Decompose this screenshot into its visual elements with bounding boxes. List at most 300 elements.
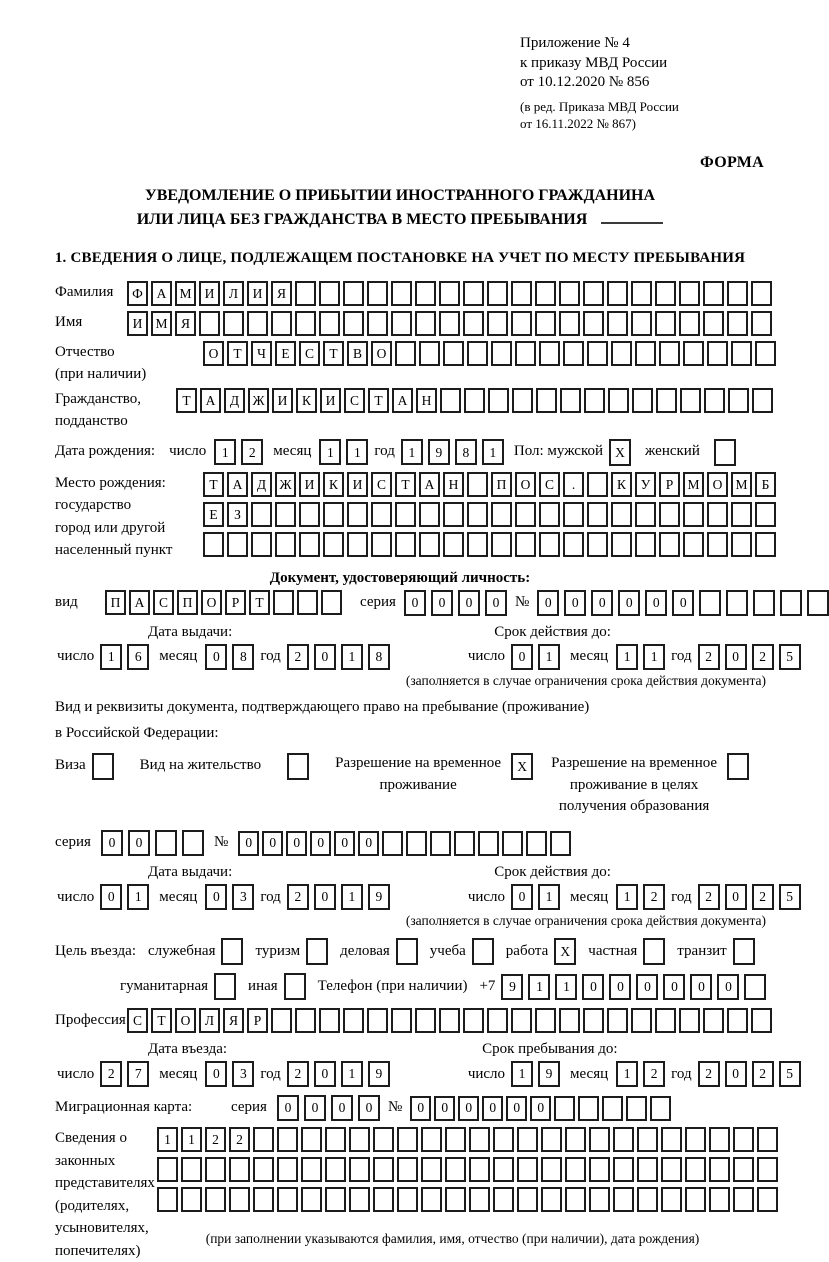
- char-cell[interactable]: 0: [564, 590, 586, 616]
- representatives-line1-cells[interactable]: [157, 1127, 778, 1152]
- char-cell[interactable]: О: [201, 590, 222, 615]
- char-cell[interactable]: [733, 1157, 754, 1182]
- char-cell[interactable]: [469, 1187, 490, 1212]
- char-cell[interactable]: [511, 1008, 532, 1033]
- char-cell[interactable]: 3: [232, 1061, 254, 1087]
- entry-month-cells[interactable]: [205, 1061, 254, 1087]
- char-cell[interactable]: И: [247, 281, 268, 306]
- char-cell[interactable]: 0: [404, 590, 426, 616]
- char-cell[interactable]: 5: [779, 644, 801, 670]
- char-cell[interactable]: [491, 532, 512, 557]
- char-cell[interactable]: [683, 532, 704, 557]
- char-cell[interactable]: [275, 502, 296, 527]
- char-cell[interactable]: [227, 532, 248, 557]
- char-cell[interactable]: [541, 1187, 562, 1212]
- char-cell[interactable]: [661, 1187, 682, 1212]
- char-cell[interactable]: [463, 311, 484, 336]
- char-cell[interactable]: [349, 1157, 370, 1182]
- char-cell[interactable]: [419, 502, 440, 527]
- char-cell[interactable]: 0: [205, 1061, 227, 1087]
- char-cell[interactable]: [325, 1157, 346, 1182]
- char-cell[interactable]: [744, 974, 766, 1000]
- char-cell[interactable]: [323, 532, 344, 557]
- char-cell[interactable]: [319, 281, 340, 306]
- char-cell[interactable]: 2: [698, 644, 720, 670]
- char-cell[interactable]: [535, 281, 556, 306]
- char-cell[interactable]: [587, 532, 608, 557]
- char-cell[interactable]: О: [203, 341, 224, 366]
- char-cell[interactable]: Ч: [251, 341, 272, 366]
- char-cell[interactable]: [679, 1008, 700, 1033]
- char-cell[interactable]: [780, 590, 802, 616]
- char-cell[interactable]: [517, 1127, 538, 1152]
- char-cell[interactable]: 0: [582, 974, 604, 1000]
- char-cell[interactable]: 2: [287, 644, 309, 670]
- char-cell[interactable]: [685, 1187, 706, 1212]
- char-cell[interactable]: [443, 502, 464, 527]
- char-cell[interactable]: [707, 502, 728, 527]
- char-cell[interactable]: 0: [358, 1095, 380, 1121]
- char-cell[interactable]: 0: [458, 590, 480, 616]
- char-cell[interactable]: 0: [101, 830, 123, 856]
- given-name-cells[interactable]: [127, 311, 772, 336]
- char-cell[interactable]: [731, 532, 752, 557]
- char-cell[interactable]: [515, 341, 536, 366]
- char-cell[interactable]: [512, 388, 533, 413]
- char-cell[interactable]: [727, 311, 748, 336]
- char-cell[interactable]: [583, 1008, 604, 1033]
- char-cell[interactable]: 5: [779, 884, 801, 910]
- char-cell[interactable]: [229, 1187, 250, 1212]
- char-cell[interactable]: 0: [663, 974, 685, 1000]
- permit-issue-month-cells[interactable]: [205, 884, 254, 910]
- char-cell[interactable]: [319, 311, 340, 336]
- char-cell[interactable]: А: [151, 281, 172, 306]
- char-cell[interactable]: 0: [458, 1096, 479, 1121]
- char-cell[interactable]: [703, 1008, 724, 1033]
- char-cell[interactable]: З: [227, 502, 248, 527]
- char-cell[interactable]: [752, 388, 773, 413]
- char-cell[interactable]: [608, 388, 629, 413]
- char-cell[interactable]: [659, 341, 680, 366]
- char-cell[interactable]: 7: [127, 1061, 149, 1087]
- char-cell[interactable]: [284, 973, 306, 1000]
- char-cell[interactable]: [199, 311, 220, 336]
- char-cell[interactable]: [731, 341, 752, 366]
- char-cell[interactable]: Н: [416, 388, 437, 413]
- char-cell[interactable]: 1: [100, 644, 122, 670]
- char-cell[interactable]: Т: [249, 590, 270, 615]
- char-cell[interactable]: [349, 1127, 370, 1152]
- char-cell[interactable]: 1: [511, 1061, 533, 1087]
- char-cell[interactable]: Б: [755, 472, 776, 497]
- char-cell[interactable]: [699, 590, 721, 616]
- char-cell[interactable]: X: [554, 938, 576, 965]
- char-cell[interactable]: [683, 341, 704, 366]
- doc-kind-cells[interactable]: [105, 590, 342, 615]
- birth-place-line3-cells[interactable]: [203, 532, 776, 557]
- char-cell[interactable]: [367, 281, 388, 306]
- char-cell[interactable]: [584, 388, 605, 413]
- char-cell[interactable]: [635, 341, 656, 366]
- char-cell[interactable]: [295, 311, 316, 336]
- char-cell[interactable]: 0: [128, 830, 150, 856]
- char-cell[interactable]: [635, 532, 656, 557]
- sex-male-checkbox[interactable]: [609, 439, 631, 466]
- char-cell[interactable]: 1: [616, 884, 638, 910]
- char-cell[interactable]: [755, 502, 776, 527]
- char-cell[interactable]: [583, 281, 604, 306]
- purpose-official-checkbox[interactable]: [221, 938, 243, 965]
- purpose-business-checkbox[interactable]: [396, 938, 418, 965]
- char-cell[interactable]: [565, 1157, 586, 1182]
- char-cell[interactable]: [214, 973, 236, 1000]
- char-cell[interactable]: 1: [341, 884, 363, 910]
- char-cell[interactable]: 1: [616, 644, 638, 670]
- char-cell[interactable]: [421, 1127, 442, 1152]
- char-cell[interactable]: [306, 938, 328, 965]
- char-cell[interactable]: [92, 753, 114, 780]
- char-cell[interactable]: 0: [591, 590, 613, 616]
- char-cell[interactable]: О: [175, 1008, 196, 1033]
- char-cell[interactable]: [397, 1127, 418, 1152]
- char-cell[interactable]: [478, 831, 499, 856]
- char-cell[interactable]: И: [347, 472, 368, 497]
- char-cell[interactable]: [751, 311, 772, 336]
- char-cell[interactable]: К: [611, 472, 632, 497]
- char-cell[interactable]: 1: [341, 1061, 363, 1087]
- char-cell[interactable]: [757, 1187, 778, 1212]
- char-cell[interactable]: [445, 1157, 466, 1182]
- char-cell[interactable]: С: [344, 388, 365, 413]
- char-cell[interactable]: 0: [506, 1096, 527, 1121]
- char-cell[interactable]: 1: [616, 1061, 638, 1087]
- char-cell[interactable]: [181, 1187, 202, 1212]
- char-cell[interactable]: О: [707, 472, 728, 497]
- char-cell[interactable]: М: [683, 472, 704, 497]
- char-cell[interactable]: 0: [410, 1096, 431, 1121]
- char-cell[interactable]: [419, 341, 440, 366]
- char-cell[interactable]: 9: [501, 974, 523, 1000]
- char-cell[interactable]: [541, 1127, 562, 1152]
- char-cell[interactable]: 0: [725, 884, 747, 910]
- char-cell[interactable]: 0: [530, 1096, 551, 1121]
- char-cell[interactable]: [560, 388, 581, 413]
- doc-series-cells[interactable]: [404, 590, 507, 616]
- char-cell[interactable]: [679, 311, 700, 336]
- char-cell[interactable]: [709, 1127, 730, 1152]
- purpose-private-checkbox[interactable]: [643, 938, 665, 965]
- char-cell[interactable]: [611, 532, 632, 557]
- char-cell[interactable]: [203, 532, 224, 557]
- char-cell[interactable]: 2: [205, 1127, 226, 1152]
- char-cell[interactable]: 8: [455, 439, 477, 465]
- char-cell[interactable]: 1: [528, 974, 550, 1000]
- temp-residence-checkbox[interactable]: [511, 753, 533, 780]
- entry-year-cells[interactable]: [287, 1061, 390, 1087]
- purpose-study-checkbox[interactable]: [472, 938, 494, 965]
- char-cell[interactable]: [731, 502, 752, 527]
- char-cell[interactable]: 1: [346, 439, 368, 465]
- char-cell[interactable]: А: [392, 388, 413, 413]
- char-cell[interactable]: [157, 1187, 178, 1212]
- char-cell[interactable]: О: [371, 341, 392, 366]
- char-cell[interactable]: [440, 388, 461, 413]
- char-cell[interactable]: [631, 311, 652, 336]
- char-cell[interactable]: [536, 388, 557, 413]
- char-cell[interactable]: [565, 1187, 586, 1212]
- char-cell[interactable]: [487, 1008, 508, 1033]
- char-cell[interactable]: [661, 1157, 682, 1182]
- entry-day-cells[interactable]: [100, 1061, 149, 1087]
- char-cell[interactable]: [707, 341, 728, 366]
- char-cell[interactable]: [554, 1096, 575, 1121]
- char-cell[interactable]: 2: [752, 884, 774, 910]
- char-cell[interactable]: [632, 388, 653, 413]
- stay-until-year-cells[interactable]: [698, 1061, 801, 1087]
- char-cell[interactable]: [287, 753, 309, 780]
- char-cell[interactable]: [655, 281, 676, 306]
- char-cell[interactable]: [583, 311, 604, 336]
- char-cell[interactable]: [563, 532, 584, 557]
- char-cell[interactable]: [397, 1157, 418, 1182]
- char-cell[interactable]: 0: [645, 590, 667, 616]
- char-cell[interactable]: [511, 281, 532, 306]
- char-cell[interactable]: [367, 311, 388, 336]
- permit-valid-day-cells[interactable]: [511, 884, 560, 910]
- char-cell[interactable]: 0: [511, 644, 533, 670]
- patronymic-cells[interactable]: [203, 341, 776, 366]
- char-cell[interactable]: [297, 590, 318, 615]
- char-cell[interactable]: 1: [538, 644, 560, 670]
- char-cell[interactable]: 2: [100, 1061, 122, 1087]
- char-cell[interactable]: [491, 341, 512, 366]
- char-cell[interactable]: [277, 1127, 298, 1152]
- char-cell[interactable]: 0: [205, 884, 227, 910]
- char-cell[interactable]: Т: [176, 388, 197, 413]
- char-cell[interactable]: [539, 502, 560, 527]
- char-cell[interactable]: Т: [368, 388, 389, 413]
- char-cell[interactable]: [589, 1187, 610, 1212]
- char-cell[interactable]: 0: [511, 884, 533, 910]
- char-cell[interactable]: [704, 388, 725, 413]
- char-cell[interactable]: [299, 502, 320, 527]
- char-cell[interactable]: 6: [127, 644, 149, 670]
- char-cell[interactable]: [415, 311, 436, 336]
- char-cell[interactable]: 0: [537, 590, 559, 616]
- char-cell[interactable]: [487, 311, 508, 336]
- char-cell[interactable]: [535, 311, 556, 336]
- char-cell[interactable]: [277, 1157, 298, 1182]
- char-cell[interactable]: [703, 281, 724, 306]
- char-cell[interactable]: [301, 1157, 322, 1182]
- char-cell[interactable]: [703, 311, 724, 336]
- char-cell[interactable]: [587, 341, 608, 366]
- char-cell[interactable]: А: [227, 472, 248, 497]
- char-cell[interactable]: [655, 1008, 676, 1033]
- issue-month-cells[interactable]: [205, 644, 254, 670]
- char-cell[interactable]: [685, 1127, 706, 1152]
- char-cell[interactable]: 0: [100, 884, 122, 910]
- char-cell[interactable]: [443, 532, 464, 557]
- char-cell[interactable]: [709, 1187, 730, 1212]
- char-cell[interactable]: [493, 1127, 514, 1152]
- char-cell[interactable]: [643, 938, 665, 965]
- char-cell[interactable]: .: [563, 472, 584, 497]
- permit-valid-month-cells[interactable]: [616, 884, 665, 910]
- char-cell[interactable]: 2: [229, 1127, 250, 1152]
- char-cell[interactable]: [472, 938, 494, 965]
- char-cell[interactable]: 0: [238, 831, 259, 856]
- char-cell[interactable]: [733, 938, 755, 965]
- char-cell[interactable]: [299, 532, 320, 557]
- char-cell[interactable]: [753, 590, 775, 616]
- char-cell[interactable]: [656, 388, 677, 413]
- char-cell[interactable]: [680, 388, 701, 413]
- char-cell[interactable]: [443, 341, 464, 366]
- char-cell[interactable]: [467, 341, 488, 366]
- purpose-transit-checkbox[interactable]: [733, 938, 755, 965]
- char-cell[interactable]: [733, 1127, 754, 1152]
- char-cell[interactable]: 5: [779, 1061, 801, 1087]
- char-cell[interactable]: [637, 1157, 658, 1182]
- char-cell[interactable]: Т: [203, 472, 224, 497]
- char-cell[interactable]: [373, 1187, 394, 1212]
- surname-cells[interactable]: [127, 281, 772, 306]
- char-cell[interactable]: [325, 1187, 346, 1212]
- char-cell[interactable]: 1: [341, 644, 363, 670]
- char-cell[interactable]: [325, 1127, 346, 1152]
- char-cell[interactable]: 0: [618, 590, 640, 616]
- char-cell[interactable]: 1: [538, 884, 560, 910]
- permit-number-cells[interactable]: [238, 831, 571, 856]
- char-cell[interactable]: [487, 281, 508, 306]
- char-cell[interactable]: 0: [725, 644, 747, 670]
- char-cell[interactable]: 0: [482, 1096, 503, 1121]
- char-cell[interactable]: 0: [434, 1096, 455, 1121]
- char-cell[interactable]: 0: [310, 831, 331, 856]
- char-cell[interactable]: [751, 281, 772, 306]
- char-cell[interactable]: 0: [672, 590, 694, 616]
- char-cell[interactable]: 0: [717, 974, 739, 1000]
- valid-year-cells[interactable]: [698, 644, 801, 670]
- char-cell[interactable]: [659, 502, 680, 527]
- char-cell[interactable]: И: [127, 311, 148, 336]
- char-cell[interactable]: 1: [555, 974, 577, 1000]
- valid-day-cells[interactable]: [511, 644, 560, 670]
- char-cell[interactable]: [371, 532, 392, 557]
- representatives-line3-cells[interactable]: [157, 1187, 778, 1212]
- visa-checkbox[interactable]: [92, 753, 114, 780]
- char-cell[interactable]: [709, 1157, 730, 1182]
- char-cell[interactable]: Ф: [127, 281, 148, 306]
- sex-female-checkbox[interactable]: [714, 439, 736, 466]
- char-cell[interactable]: 8: [232, 644, 254, 670]
- char-cell[interactable]: [728, 388, 749, 413]
- char-cell[interactable]: 0: [262, 831, 283, 856]
- char-cell[interactable]: 3: [232, 884, 254, 910]
- char-cell[interactable]: 0: [331, 1095, 353, 1121]
- char-cell[interactable]: [301, 1127, 322, 1152]
- char-cell[interactable]: [397, 1187, 418, 1212]
- char-cell[interactable]: [707, 532, 728, 557]
- char-cell[interactable]: [607, 1008, 628, 1033]
- char-cell[interactable]: 0: [314, 644, 336, 670]
- char-cell[interactable]: [421, 1187, 442, 1212]
- char-cell[interactable]: [578, 1096, 599, 1121]
- char-cell[interactable]: [733, 1187, 754, 1212]
- char-cell[interactable]: [463, 281, 484, 306]
- char-cell[interactable]: С: [371, 472, 392, 497]
- char-cell[interactable]: М: [175, 281, 196, 306]
- char-cell[interactable]: Д: [251, 472, 272, 497]
- char-cell[interactable]: [182, 830, 204, 856]
- char-cell[interactable]: [347, 502, 368, 527]
- char-cell[interactable]: 0: [485, 590, 507, 616]
- char-cell[interactable]: [613, 1127, 634, 1152]
- permit-series-cells[interactable]: [101, 830, 204, 856]
- char-cell[interactable]: [295, 1008, 316, 1033]
- char-cell[interactable]: [726, 590, 748, 616]
- residence-permit-checkbox[interactable]: [287, 753, 309, 780]
- phone-cells[interactable]: [501, 974, 766, 1000]
- char-cell[interactable]: М: [731, 472, 752, 497]
- char-cell[interactable]: 2: [287, 884, 309, 910]
- char-cell[interactable]: 0: [277, 1095, 299, 1121]
- char-cell[interactable]: [367, 1008, 388, 1033]
- char-cell[interactable]: [517, 1157, 538, 1182]
- char-cell[interactable]: [251, 532, 272, 557]
- char-cell[interactable]: [727, 1008, 748, 1033]
- char-cell[interactable]: 2: [752, 1061, 774, 1087]
- char-cell[interactable]: И: [299, 472, 320, 497]
- char-cell[interactable]: 2: [752, 644, 774, 670]
- char-cell[interactable]: [661, 1127, 682, 1152]
- char-cell[interactable]: [502, 831, 523, 856]
- char-cell[interactable]: [751, 1008, 772, 1033]
- char-cell[interactable]: [587, 472, 608, 497]
- char-cell[interactable]: А: [419, 472, 440, 497]
- birth-day-cells[interactable]: [214, 439, 263, 465]
- char-cell[interactable]: 0: [431, 590, 453, 616]
- char-cell[interactable]: 2: [287, 1061, 309, 1087]
- char-cell[interactable]: [535, 1008, 556, 1033]
- char-cell[interactable]: [611, 341, 632, 366]
- char-cell[interactable]: [515, 502, 536, 527]
- char-cell[interactable]: [439, 281, 460, 306]
- char-cell[interactable]: С: [153, 590, 174, 615]
- char-cell[interactable]: [755, 532, 776, 557]
- citizenship-cells[interactable]: [176, 388, 773, 413]
- char-cell[interactable]: [659, 532, 680, 557]
- char-cell[interactable]: Т: [395, 472, 416, 497]
- char-cell[interactable]: [221, 938, 243, 965]
- char-cell[interactable]: [563, 502, 584, 527]
- char-cell[interactable]: [349, 1187, 370, 1212]
- char-cell[interactable]: [757, 1157, 778, 1182]
- char-cell[interactable]: [382, 831, 403, 856]
- char-cell[interactable]: Л: [223, 281, 244, 306]
- char-cell[interactable]: [491, 502, 512, 527]
- char-cell[interactable]: [493, 1187, 514, 1212]
- valid-month-cells[interactable]: [616, 644, 665, 670]
- char-cell[interactable]: [371, 502, 392, 527]
- char-cell[interactable]: [727, 753, 749, 780]
- char-cell[interactable]: 0: [609, 974, 631, 1000]
- char-cell[interactable]: [626, 1096, 647, 1121]
- char-cell[interactable]: 0: [690, 974, 712, 1000]
- char-cell[interactable]: [277, 1187, 298, 1212]
